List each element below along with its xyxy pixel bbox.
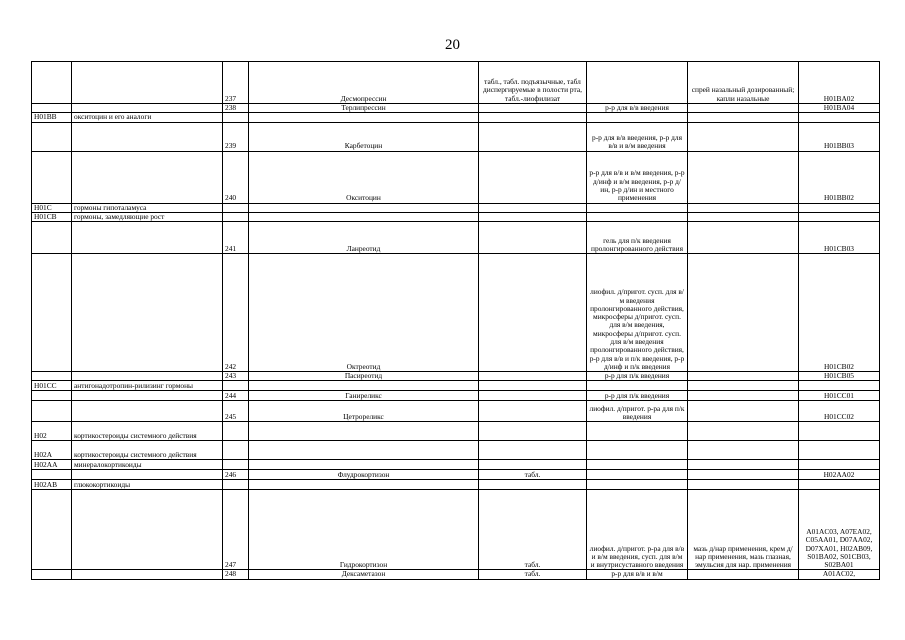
atc-group-name bbox=[72, 62, 223, 104]
drug-name: Пасиреотид bbox=[249, 372, 479, 381]
atc-group-name: гормоны, замедляющие рост bbox=[72, 212, 223, 221]
atc-group-code bbox=[32, 401, 72, 422]
injection-forms bbox=[587, 381, 688, 391]
atc-code: A01AC02, bbox=[799, 570, 880, 579]
other-forms: спрей назальный дозированный; капли назальные bbox=[688, 62, 799, 104]
oral-forms bbox=[479, 254, 587, 372]
row-number bbox=[223, 441, 249, 460]
atc-group-name: глюкокортикоиды bbox=[72, 480, 223, 490]
atc-group-code: H02 bbox=[32, 422, 72, 441]
drug-name: Десмопрессин bbox=[249, 62, 479, 104]
other-forms bbox=[688, 401, 799, 422]
drug-name: Цетрореликс bbox=[249, 401, 479, 422]
atc-group-code bbox=[32, 104, 72, 113]
atc-group-name: антигонадотропин-рилизинг гормоны bbox=[72, 381, 223, 391]
table-row bbox=[32, 422, 880, 441]
row-number: 240 bbox=[223, 151, 249, 203]
injection-forms bbox=[587, 62, 688, 104]
row-number: 244 bbox=[223, 391, 249, 401]
other-forms bbox=[688, 441, 799, 460]
drug-name bbox=[249, 203, 479, 212]
injection-forms bbox=[587, 460, 688, 470]
table-row bbox=[32, 222, 880, 254]
atc-group-name: кортикостероиды системного действия bbox=[72, 441, 223, 460]
atc-group-code bbox=[32, 470, 72, 480]
oral-forms bbox=[479, 422, 587, 441]
atc-group-code: H01CB bbox=[32, 212, 72, 221]
drug-name bbox=[249, 460, 479, 470]
row-number: 246 bbox=[223, 470, 249, 480]
atc-group-name bbox=[72, 391, 223, 401]
oral-forms bbox=[479, 104, 587, 113]
atc-group-name: минералокортикоиды bbox=[72, 460, 223, 470]
injection-forms: гель для п/к введения пролонгированного действия bbox=[587, 222, 688, 254]
table-row bbox=[32, 570, 880, 579]
other-forms bbox=[688, 391, 799, 401]
atc-group-code: H01BB bbox=[32, 113, 72, 122]
table-row bbox=[32, 372, 880, 381]
table-row bbox=[32, 122, 880, 151]
injection-forms bbox=[587, 113, 688, 122]
drug-name bbox=[249, 113, 479, 122]
oral-forms: табл. bbox=[479, 470, 587, 480]
atc-code bbox=[799, 422, 880, 441]
page-number: 20 bbox=[445, 37, 460, 53]
drug-name: Окситоцин bbox=[249, 151, 479, 203]
oral-forms bbox=[479, 391, 587, 401]
row-number bbox=[223, 480, 249, 490]
drug-name bbox=[249, 441, 479, 460]
drug-name: Гидрокортизон bbox=[249, 490, 479, 570]
drug-name: Ланреотид bbox=[249, 222, 479, 254]
atc-group-code: H02AA bbox=[32, 460, 72, 470]
oral-forms bbox=[479, 401, 587, 422]
table-row bbox=[32, 113, 880, 122]
injection-forms bbox=[587, 441, 688, 460]
row-number: 238 bbox=[223, 104, 249, 113]
row-number: 247 bbox=[223, 490, 249, 570]
row-number bbox=[223, 212, 249, 221]
atc-code bbox=[799, 441, 880, 460]
row-number: 242 bbox=[223, 254, 249, 372]
other-forms bbox=[688, 570, 799, 579]
row-number bbox=[223, 381, 249, 391]
oral-forms bbox=[479, 203, 587, 212]
other-forms bbox=[688, 113, 799, 122]
atc-group-name bbox=[72, 470, 223, 480]
injection-forms: р-р для п/к введения bbox=[587, 372, 688, 381]
atc-code: H01BB03 bbox=[799, 122, 880, 151]
drug-name: Терлипрессин bbox=[249, 104, 479, 113]
other-forms bbox=[688, 104, 799, 113]
atc-group-name: кортикостероиды системного действия bbox=[72, 422, 223, 441]
oral-forms bbox=[479, 460, 587, 470]
drug-name: Флудрокортизон bbox=[249, 470, 479, 480]
atc-group-name bbox=[72, 570, 223, 579]
atc-group-code bbox=[32, 151, 72, 203]
other-forms bbox=[688, 122, 799, 151]
injection-forms bbox=[587, 470, 688, 480]
atc-group-code bbox=[32, 391, 72, 401]
row-number bbox=[223, 113, 249, 122]
drug-table bbox=[31, 61, 880, 580]
other-forms bbox=[688, 203, 799, 212]
atc-code bbox=[799, 480, 880, 490]
oral-forms: табл., табл. подъязычные, табл диспергируемые в полости рта, табл.-лиофилизат bbox=[479, 62, 587, 104]
injection-forms: р-р для в/в и в/м введения, р-р д/инф и в/м введения, р-р д/ин, р-р д/ин и местного применения bbox=[587, 151, 688, 203]
drug-name bbox=[249, 480, 479, 490]
oral-forms bbox=[479, 122, 587, 151]
atc-code bbox=[799, 381, 880, 391]
drug-name bbox=[249, 381, 479, 391]
atc-group-name bbox=[72, 122, 223, 151]
row-number: 245 bbox=[223, 401, 249, 422]
table-row bbox=[32, 401, 880, 422]
table-row bbox=[32, 151, 880, 203]
other-forms bbox=[688, 470, 799, 480]
atc-group-code bbox=[32, 570, 72, 579]
injection-forms: лиофил. д/пригот. р-ра для в/в и в/м введения, сусп. для в/м и внутрисуставного введения bbox=[587, 490, 688, 570]
injection-forms: р-р для п/к введения bbox=[587, 391, 688, 401]
oral-forms bbox=[479, 372, 587, 381]
atc-group-name bbox=[72, 490, 223, 570]
other-forms bbox=[688, 254, 799, 372]
injection-forms: р-р для в/в и в/м bbox=[587, 570, 688, 579]
other-forms bbox=[688, 151, 799, 203]
row-number: 237 bbox=[223, 62, 249, 104]
atc-group-name bbox=[72, 151, 223, 203]
other-forms bbox=[688, 381, 799, 391]
drug-name bbox=[249, 212, 479, 221]
other-forms: мазь д/нар применения, крем д/нар применения, мазь глазная, эмульсия для нар. применения bbox=[688, 490, 799, 570]
injection-forms bbox=[587, 480, 688, 490]
atc-code: H01BA04 bbox=[799, 104, 880, 113]
atc-group-code bbox=[32, 222, 72, 254]
atc-group-name bbox=[72, 372, 223, 381]
row-number: 239 bbox=[223, 122, 249, 151]
other-forms bbox=[688, 460, 799, 470]
drug-name bbox=[249, 422, 479, 441]
row-number: 243 bbox=[223, 372, 249, 381]
atc-code: A01AC03, A07EA02, C05AA01, D07AA02, D07XA01, H02AB09, S01BA02, S01CB03, S02BA01 bbox=[799, 490, 880, 570]
atc-group-code bbox=[32, 62, 72, 104]
injection-forms: лиофил. д/пригот. р-ра для п/к введения bbox=[587, 401, 688, 422]
table-row bbox=[32, 470, 880, 480]
atc-group-code bbox=[32, 372, 72, 381]
drug-name: Ганиреликс bbox=[249, 391, 479, 401]
injection-forms: р-р для в/в введения, р-р для в/в и в/м введения bbox=[587, 122, 688, 151]
row-number: 248 bbox=[223, 570, 249, 579]
oral-forms bbox=[479, 381, 587, 391]
atc-code bbox=[799, 212, 880, 221]
atc-group-code: H01C bbox=[32, 203, 72, 212]
atc-code bbox=[799, 203, 880, 212]
atc-code bbox=[799, 113, 880, 122]
table-row bbox=[32, 104, 880, 113]
table-row bbox=[32, 391, 880, 401]
atc-group-name bbox=[72, 254, 223, 372]
table-row bbox=[32, 490, 880, 570]
atc-group-code bbox=[32, 122, 72, 151]
other-forms bbox=[688, 222, 799, 254]
table-row bbox=[32, 203, 880, 212]
table-row bbox=[32, 460, 880, 470]
atc-group-name bbox=[72, 222, 223, 254]
table-row bbox=[32, 254, 880, 372]
atc-group-name bbox=[72, 104, 223, 113]
row-number: 241 bbox=[223, 222, 249, 254]
atc-group-code: H01CC bbox=[32, 381, 72, 391]
other-forms bbox=[688, 372, 799, 381]
atc-code: H01CC01 bbox=[799, 391, 880, 401]
atc-code: H01CB05 bbox=[799, 372, 880, 381]
injection-forms bbox=[587, 203, 688, 212]
drug-name: Октреотид bbox=[249, 254, 479, 372]
atc-code: H01CC02 bbox=[799, 401, 880, 422]
atc-group-code bbox=[32, 254, 72, 372]
atc-group-code: H02A bbox=[32, 441, 72, 460]
table-row bbox=[32, 381, 880, 391]
row-number bbox=[223, 422, 249, 441]
other-forms bbox=[688, 212, 799, 221]
atc-group-code bbox=[32, 490, 72, 570]
atc-code: H01CB02 bbox=[799, 254, 880, 372]
row-number bbox=[223, 460, 249, 470]
atc-group-name: окситоцин и его аналоги bbox=[72, 113, 223, 122]
row-number bbox=[223, 203, 249, 212]
oral-forms bbox=[479, 480, 587, 490]
table-row bbox=[32, 480, 880, 490]
table-row bbox=[32, 441, 880, 460]
atc-group-name bbox=[72, 401, 223, 422]
oral-forms bbox=[479, 113, 587, 122]
oral-forms bbox=[479, 441, 587, 460]
atc-code: H01BB02 bbox=[799, 151, 880, 203]
injection-forms bbox=[587, 422, 688, 441]
atc-code: H01CB03 bbox=[799, 222, 880, 254]
oral-forms: табл. bbox=[479, 490, 587, 570]
oral-forms bbox=[479, 151, 587, 203]
table-row bbox=[32, 212, 880, 221]
drug-name: Карбетоцин bbox=[249, 122, 479, 151]
atc-group-name: гормоны гипоталамуса bbox=[72, 203, 223, 212]
injection-forms bbox=[587, 212, 688, 221]
atc-code: H02AA02 bbox=[799, 470, 880, 480]
oral-forms bbox=[479, 222, 587, 254]
injection-forms: лиофил. д/пригот. сусп. для в/м введения пролонгированного действия, микросферы д/пригот. сусп. для в/м введения, микросферы д/пригот. сусп. для в/м введения пролонгированного действия, р-р для в/в и п/к введения, р-р д/инф и п/к введения bbox=[587, 254, 688, 372]
other-forms bbox=[688, 480, 799, 490]
oral-forms bbox=[479, 212, 587, 221]
table-row bbox=[32, 62, 880, 104]
atc-group-code: H02AB bbox=[32, 480, 72, 490]
oral-forms: табл. bbox=[479, 570, 587, 579]
atc-code: H01BA02 bbox=[799, 62, 880, 104]
other-forms bbox=[688, 422, 799, 441]
drug-name: Дексаметазон bbox=[249, 570, 479, 579]
atc-code bbox=[799, 460, 880, 470]
injection-forms: р-р для в/в введения bbox=[587, 104, 688, 113]
